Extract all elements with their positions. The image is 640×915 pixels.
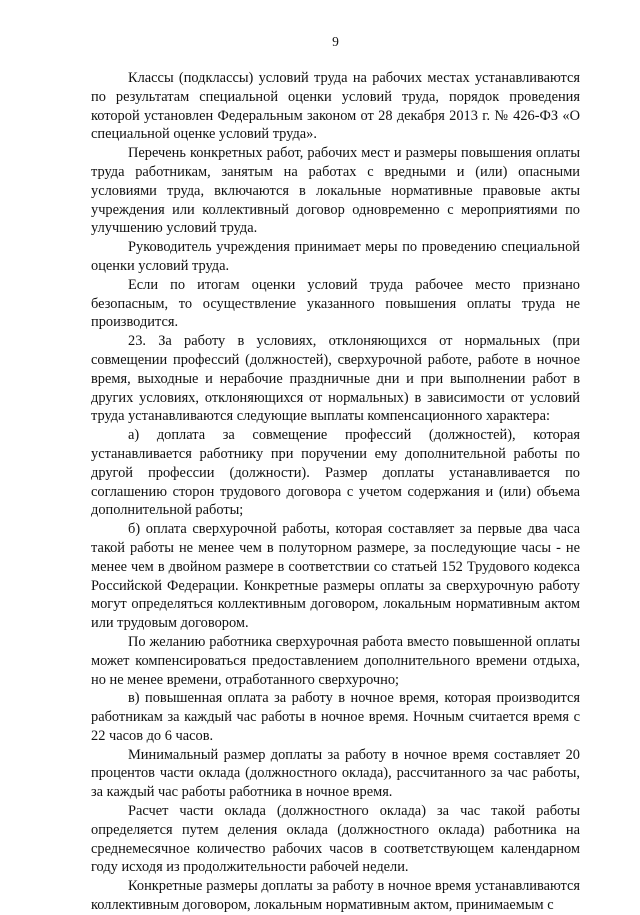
paragraph-item-23: 23. За работу в условиях, отклоняющихся от нормальных (при совмещении профессий (должностей), сверхурочной работе, работе в ночное время, выходные и нерабочие праздничные дни и при выполнении работ в других условиях, отклоняющихся от нормальных) в зависимости от условий труда устанавливаются следующие выплаты компенсационного характера: — [91, 333, 580, 425]
paragraph-hourly-calculation: Расчет части оклада (должностного оклада) за час такой работы определяется путем деления оклада (должностного оклада) работника на среднемесячное количество рабочих часов в соответствующем календарном году исходя из продолжительности рабочей недели. — [91, 803, 580, 876]
paragraph-item-v: в) повышенная оплата за работу в ночное время, которая производится работникам за каждый час работы в ночное время. Ночным считается время с 22 часов до 6 часов. — [91, 690, 580, 744]
paragraph-overtime-rest: По желанию работника сверхурочная работа вместо повышенной оплаты может компенсироваться предоставлением дополнительного времени отдыха, но не менее времени, отработанного сверхурочно; — [91, 633, 580, 688]
paragraph-head-measures: Руководитель учреждения принимает меры по проведению специальной оценки условий труда. — [91, 239, 580, 274]
paragraph-night-amounts: Конкретные размеры доплаты за работу в ночное время устанавливаются коллективным договором, локальным нормативным актом, принимаемым с — [91, 878, 580, 914]
paragraph-night-minimum: Минимальный размер доплаты за работу в ночное время составляет 20 процентов части оклада (должностного оклада), рассчитанного за час работы, за каждый час работы работника в ночное время. — [91, 746, 580, 801]
paragraph-work-classes: Классы (подклассы) условий труда на рабочих местах устанавливаются по результатам специальной оценки условий труда, порядок проведения которой установлен Федеральным законом от 28 декабря 2013 г. № 426-ФЗ «О специальной оценке условий труда». — [91, 70, 580, 143]
paragraph-safe-workplace: Если по итогам оценки условий труда рабочее место признано безопасным, то осуществление указанного повышения оплаты труда не производится. — [91, 276, 580, 331]
paragraph-item-a: а) доплата за совмещение профессий (должностей), которая устанавливается работнику при поручении ему дополнительной работы по другой профессии (должности). Размер доплаты устанавливается по соглашению сторон трудового договора с учетом содержания и (или) объема дополнительной работы; — [91, 427, 580, 519]
page-number: 9 — [332, 34, 339, 49]
paragraph-hazard-pay-list: Перечень конкретных работ, рабочих мест и размеры повышения оплаты труда работникам, занятым на работах с вредными и (или) опасными условиями труда, включаются в локальные нормативные правовые акты учреждения или коллективный договор одновременно с мероприятиями по улучшению условий труда. — [91, 145, 580, 237]
paragraph-item-b: б) оплата сверхурочной работы, которая составляет за первые два часа такой работы не менее чем в полуторном размере, за последующие часы - не менее чем в двойном размере в соответствии со статьей 152 Трудового кодекса Российской Федерации. Конкретные размеры оплаты за сверхурочную работу могут определяться коллективным договором, локальным нормативным актом или трудовым договором. — [91, 521, 580, 632]
